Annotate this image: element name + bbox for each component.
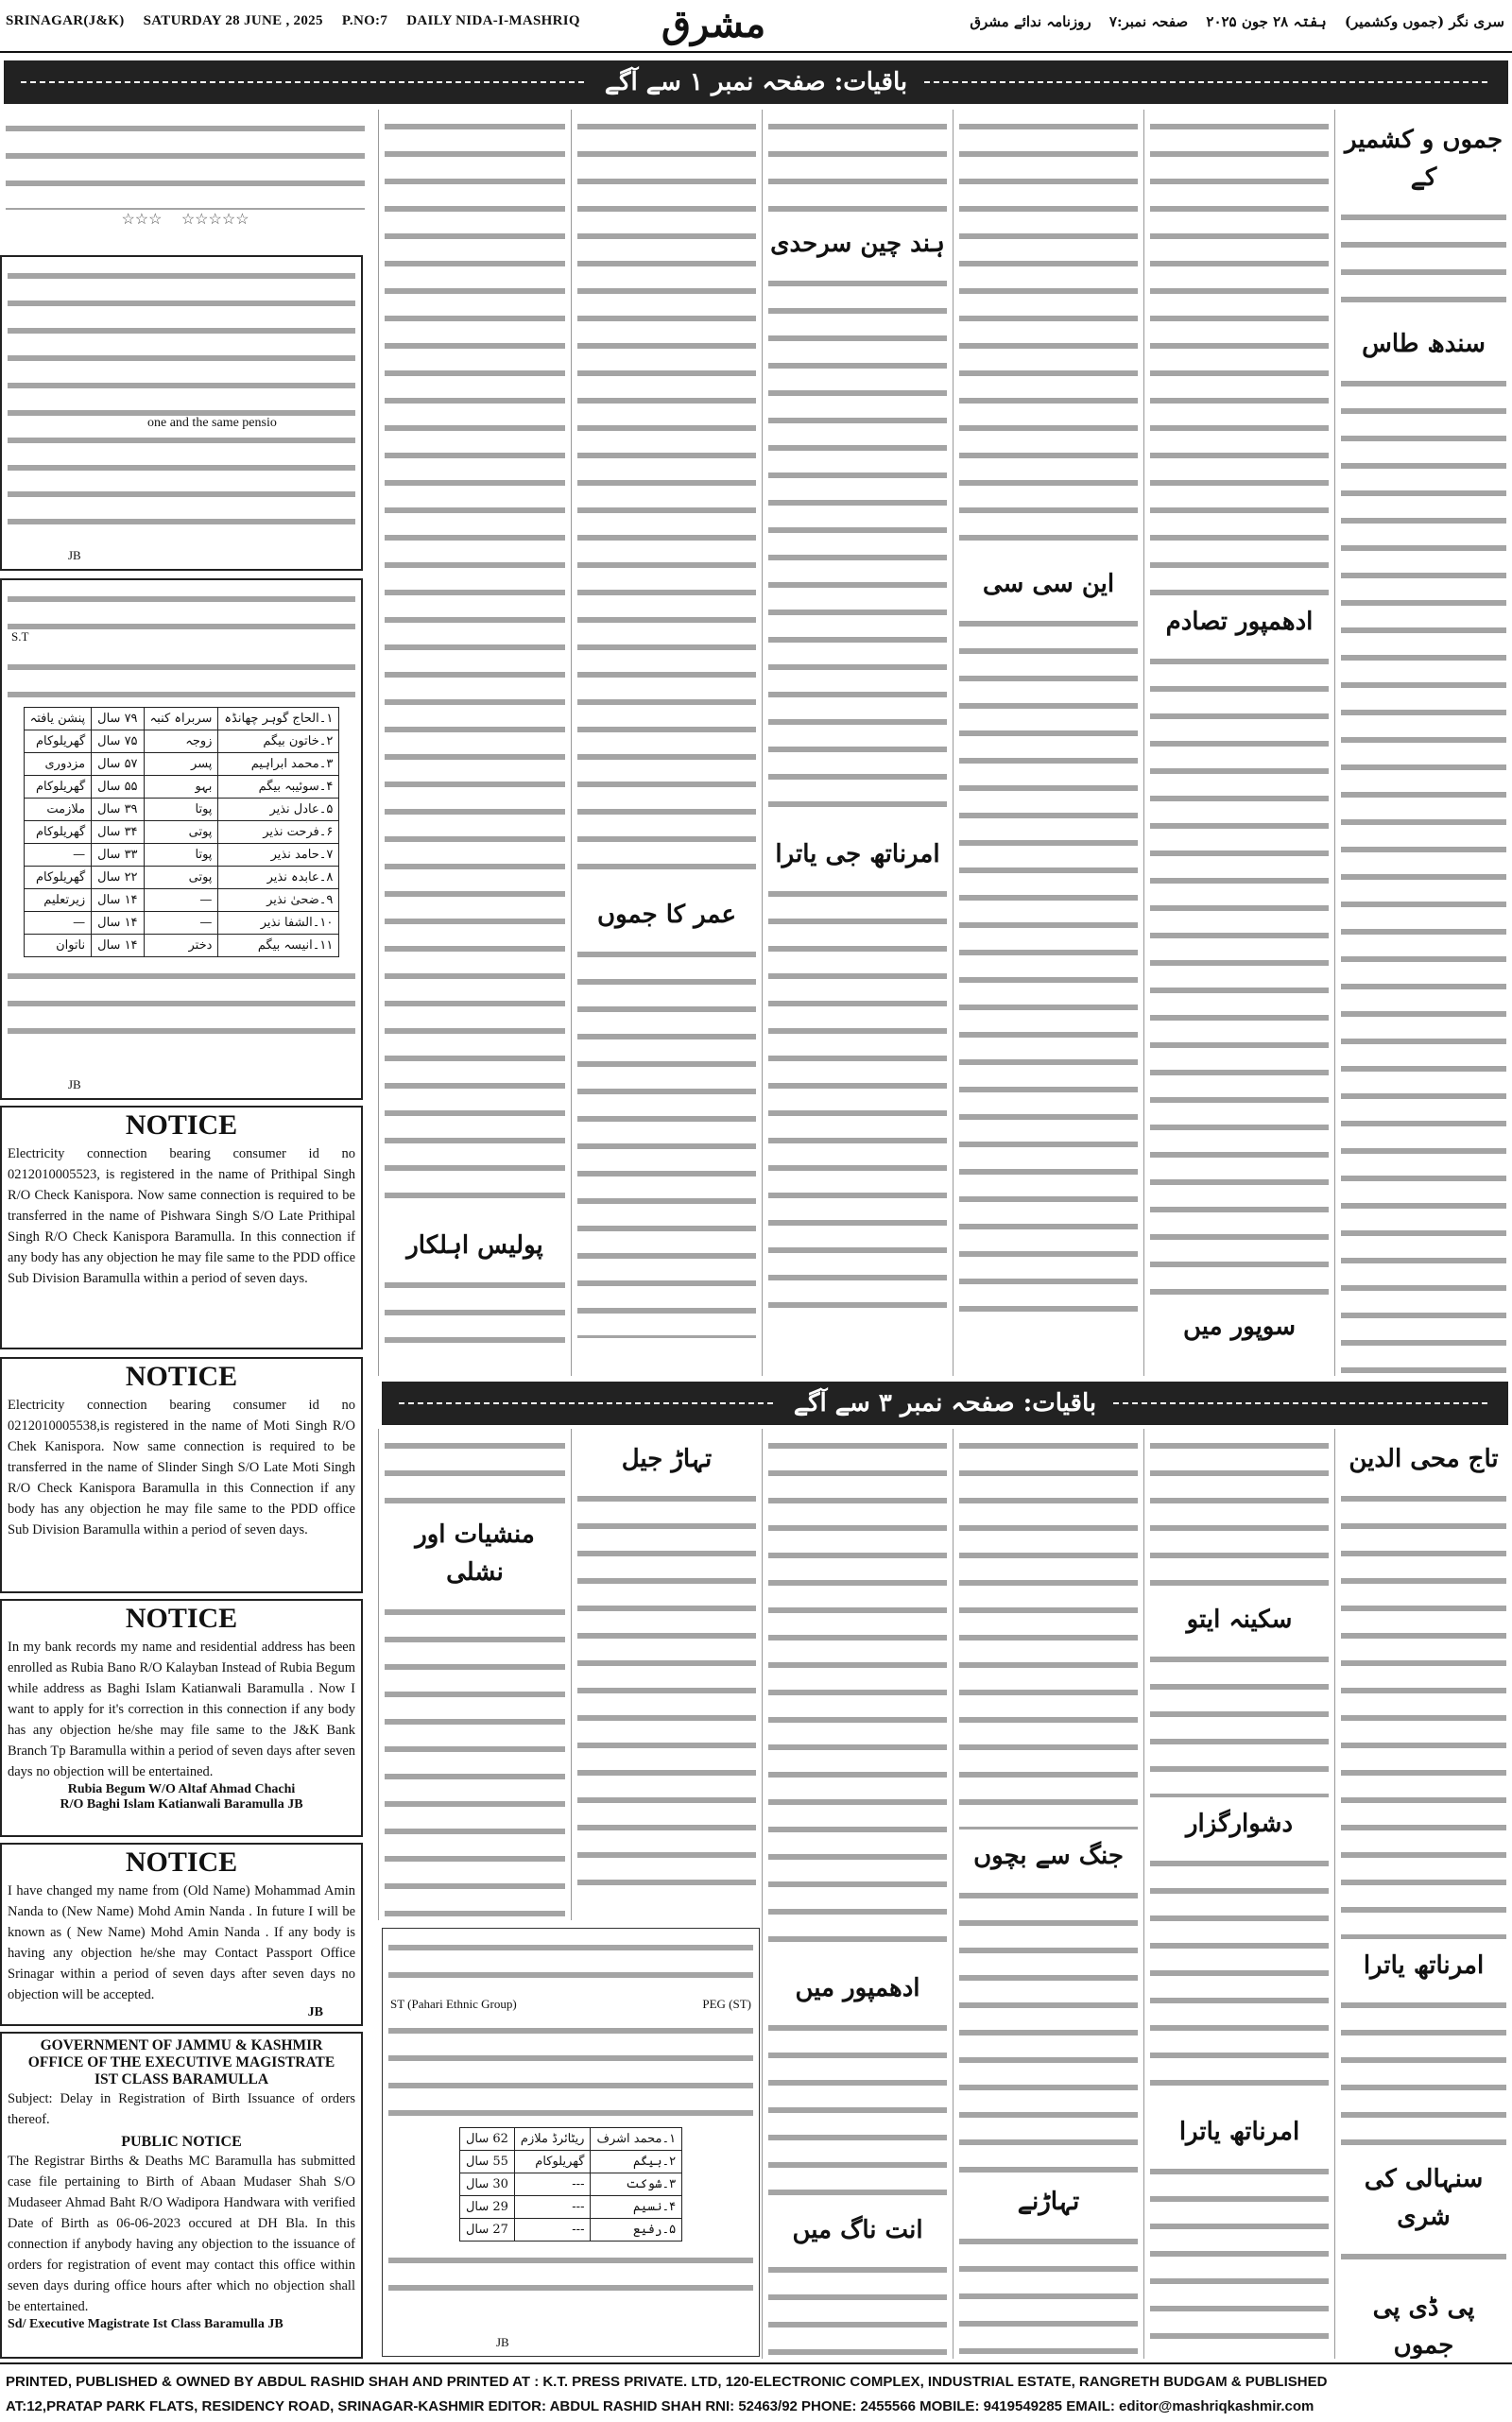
article-text bbox=[959, 610, 1138, 1329]
article-text bbox=[959, 1882, 1138, 2175]
table-cell: --- bbox=[514, 2173, 591, 2196]
table-cell: گھریلوکام bbox=[514, 2151, 591, 2173]
headline: جنگ سے بچوں bbox=[973, 1842, 1124, 1870]
article-text bbox=[1150, 1850, 1329, 2105]
masthead-urdu-page: صفحہ نمبر:۷ bbox=[1108, 13, 1189, 30]
article-column-5 bbox=[571, 110, 762, 1376]
headline: تہاڑنے bbox=[1017, 2188, 1080, 2216]
table-cell: دختر bbox=[144, 935, 218, 957]
headline: این سی سی bbox=[982, 570, 1115, 598]
article-column-3 bbox=[953, 110, 1143, 1376]
table-cell: زیرتعلیم bbox=[24, 889, 92, 912]
table-cell: --- bbox=[514, 2219, 591, 2242]
table-cell: — bbox=[24, 912, 92, 935]
ad3-tags bbox=[383, 1997, 759, 2012]
st-family-table bbox=[459, 2127, 682, 2242]
table-cell: ۴۔سوئیبہ بیگم bbox=[218, 776, 339, 799]
govt-line-1: GOVERNMENT OF JAMMU & KASHMIR bbox=[40, 2037, 323, 2053]
article-text bbox=[768, 2015, 947, 2204]
article-column-6 bbox=[378, 110, 571, 1376]
article-column-7 bbox=[1334, 1429, 1512, 2359]
table-cell: ۳۔محمد ابراہیم bbox=[218, 753, 339, 776]
ad2-signature: JB bbox=[68, 1077, 81, 1091]
headline: تاج محی الدین bbox=[1349, 1445, 1499, 1473]
masthead-page: P.NO:7 bbox=[341, 13, 388, 28]
article-text bbox=[385, 1599, 565, 1920]
article-text bbox=[1341, 204, 1506, 318]
banner-middle: باقیات: صفحہ نمبر ۳ سے آگے bbox=[382, 1382, 1508, 1425]
table-cell: ۶۔فرحت نذیر bbox=[218, 821, 339, 844]
table-cell: 62 سال bbox=[459, 2128, 514, 2151]
table-cell: ۱۰۔الشفا نذیر bbox=[218, 912, 339, 935]
urdu-ad-tail bbox=[8, 481, 355, 538]
table-cell: گھریلوکام bbox=[24, 730, 92, 753]
ad-affidavit-1 bbox=[0, 255, 363, 571]
table-cell: سربراہ کنبہ bbox=[144, 708, 218, 730]
table-row bbox=[459, 2196, 681, 2219]
table-cell: 29 سال bbox=[459, 2196, 514, 2219]
notice-electricity-2 bbox=[0, 1357, 363, 1593]
table-cell: ۳۹ سال bbox=[92, 799, 144, 821]
table-cell: — bbox=[144, 912, 218, 935]
table-cell: ۱۔محمد اشرف bbox=[591, 2128, 682, 2151]
urdu-text-block bbox=[6, 115, 365, 210]
urdu-ad-header bbox=[8, 586, 355, 648]
article-column-1 bbox=[1334, 110, 1512, 1376]
table-row bbox=[24, 935, 339, 957]
headline: انت ناگ میں bbox=[792, 2216, 923, 2244]
govt-body: The Registrar Births & Deaths MC Baramulla has submitted case file pertaining to Birth of Abaan Mudaser Shah S/O Mudaseer Ahmad Baht R/O Wadipora Handwara with verified Date of Birth as 06-06-2023 occured at DH Bla. In this connection if anybody having any objection to the issuance of orders for registration of event may contact this office within seven days during office hours after which no objection shall be entertained. bbox=[8, 2154, 355, 2314]
urdu-ad-footer bbox=[8, 963, 355, 1039]
table-cell: ۱۔الحاج گوہر چھانڈہ bbox=[218, 708, 339, 730]
masthead-urdu bbox=[956, 13, 1504, 30]
masthead bbox=[0, 0, 1512, 53]
table-row bbox=[24, 821, 339, 844]
table-cell: ریٹائرڈ ملازم bbox=[514, 2128, 591, 2151]
table-row bbox=[24, 912, 339, 935]
table-cell: ۷۹ سال bbox=[92, 708, 144, 730]
headline: امرناتھ یاترا bbox=[1363, 1951, 1485, 1980]
article-text bbox=[768, 270, 947, 828]
imprint-footer bbox=[0, 2362, 1512, 2422]
table-cell: پنشن یافتہ bbox=[24, 708, 92, 730]
headline: ادھمپور تصادم bbox=[1165, 608, 1314, 636]
stars-divider: ☆☆☆☆☆ ☆☆☆ bbox=[121, 210, 249, 228]
ad3-signature: JB bbox=[496, 2335, 509, 2349]
table-cell: 27 سال bbox=[459, 2219, 514, 2242]
article-text bbox=[959, 1433, 1138, 1829]
table-cell: ۳۔شوکت bbox=[591, 2173, 682, 2196]
govt-line-2: OFFICE OF THE EXECUTIVE MAGISTRATE bbox=[27, 2054, 335, 2070]
top-left-urdu-block bbox=[0, 110, 370, 251]
notice-title: NOTICE bbox=[125, 1603, 238, 1634]
urdu-ad-body bbox=[8, 263, 355, 475]
table-cell: — bbox=[144, 889, 218, 912]
table-row bbox=[24, 753, 339, 776]
table-row bbox=[459, 2219, 681, 2242]
banner-top: باقیات: صفحہ نمبر ۱ سے آگے bbox=[4, 60, 1508, 104]
masthead-date: SATURDAY 28 JUNE , 2025 bbox=[143, 13, 323, 28]
article-text bbox=[768, 113, 947, 217]
article-column-4 bbox=[762, 110, 953, 1376]
table-cell: ۷۔حامد نذیر bbox=[218, 844, 339, 867]
imprint-line-1: PRINTED, PUBLISHED & OWNED BY ABDUL RASHID SHAH AND PRINTED AT : K.T. PRESS PRIVATE. LTD, 120-ELECTRONIC COMPLEX, INDUSTRIAL ESTATE, RANGRETH BUDGAM & PUBLISHED bbox=[6, 2374, 1328, 2390]
govt-subject: Subject: Delay in Registration of Birth Issuance of orders thereof. bbox=[8, 2091, 355, 2127]
family-table bbox=[24, 707, 340, 957]
table-cell: 30 سال bbox=[459, 2173, 514, 2196]
article-text bbox=[1341, 1486, 1506, 1939]
article-column-10 bbox=[762, 1429, 953, 2359]
ad1-signature: JB bbox=[68, 548, 81, 562]
notice-body: Electricity connection bearing consumer id no 0212010005538,is registered in the name of Moti Singh R/O Chek Kanispora. Now same connection is required to be transferred in the name of Slinder Singh S/O Late Moti Singh R/O Check Kanispora Baramulla in this Connection if any body has any objection he may file same to the PDD office Sub Division Baramulla within a period of seven days. bbox=[8, 1398, 355, 1537]
headline: امرناتھ یاترا bbox=[1178, 2118, 1300, 2146]
table-row bbox=[24, 708, 339, 730]
notice-signature-address: R/O Baghi Islam Katianwali Baramulla JB bbox=[60, 1797, 303, 1812]
notice-title: NOTICE bbox=[125, 1847, 238, 1878]
masthead-logo: مشرق bbox=[662, 2, 766, 46]
govt-heading: PUBLIC NOTICE bbox=[121, 2134, 242, 2150]
masthead-urdu-date: ہفتہ ۲۸ جون ۲۰۲۵ bbox=[1206, 13, 1327, 30]
masthead-paper: DAILY NIDA-I-MASHRIQ bbox=[406, 13, 580, 28]
table-cell: ۲۲ سال bbox=[92, 867, 144, 889]
table-cell: ۲۔خاتون بیگم bbox=[218, 730, 339, 753]
headline: ہند چین سرحدی bbox=[770, 230, 945, 258]
table-cell: زوجہ bbox=[144, 730, 218, 753]
table-cell: گھریلوکام bbox=[24, 776, 92, 799]
article-text bbox=[385, 113, 565, 1219]
notice-signature: JB bbox=[307, 2005, 323, 2019]
article-text bbox=[577, 113, 756, 888]
article-column-12 bbox=[378, 1429, 571, 1920]
article-text bbox=[1341, 370, 1506, 1376]
headline: عمر کا جموں bbox=[597, 901, 736, 929]
table-row bbox=[24, 776, 339, 799]
table-cell: پوتا bbox=[144, 844, 218, 867]
headline: سندھ طاس bbox=[1362, 330, 1486, 358]
article-text bbox=[577, 941, 756, 1338]
headline: امرناتھ جی یاترا bbox=[775, 840, 940, 868]
table-cell: پسر bbox=[144, 753, 218, 776]
table-cell: مزدوری bbox=[24, 753, 92, 776]
headline: پی ڈی پی جموں bbox=[1372, 2293, 1475, 2359]
table-cell: ۵۔عادل نذیر bbox=[218, 799, 339, 821]
article-column-2 bbox=[1143, 110, 1334, 1376]
table-row bbox=[24, 799, 339, 821]
article-text bbox=[1341, 1992, 1506, 2153]
table-cell: ۲۔بیگم bbox=[591, 2151, 682, 2173]
table-row bbox=[24, 889, 339, 912]
table-cell: گھریلوکام bbox=[24, 867, 92, 889]
urdu-ad-subheader bbox=[8, 654, 355, 701]
ad1-english-phrase: one and the same pensio bbox=[144, 416, 281, 431]
notice-bank-name bbox=[0, 1599, 363, 1837]
table-cell: — bbox=[24, 844, 92, 867]
table-cell: ۱۴ سال bbox=[92, 935, 144, 957]
ad3-tag-peg: PEG (ST) bbox=[702, 1997, 751, 2011]
notice-title: NOTICE bbox=[125, 1109, 238, 1141]
article-text bbox=[385, 1272, 565, 1348]
article-text bbox=[1150, 1433, 1329, 1593]
notice-electricity-1 bbox=[0, 1106, 363, 1349]
article-text bbox=[768, 881, 947, 1325]
table-cell: ۵۔رفیع bbox=[591, 2219, 682, 2242]
masthead-place: SRINAGAR(J&K) bbox=[6, 13, 125, 28]
urdu-ad-body bbox=[388, 2018, 753, 2121]
masthead-urdu-place: سری نگر (جموں وکشمیر) bbox=[1344, 13, 1504, 30]
table-cell: ۱۱۔انیسہ بیگم bbox=[218, 935, 339, 957]
govt-signature: Sd/ Executive Magistrate Ist Class Baramulla JB bbox=[8, 2317, 284, 2331]
table-cell: ۸۔عابدہ نذیر bbox=[218, 867, 339, 889]
article-text bbox=[959, 2228, 1138, 2359]
article-text bbox=[768, 2257, 947, 2359]
table-cell: پوتی bbox=[144, 867, 218, 889]
article-column-8 bbox=[1143, 1429, 1334, 2359]
table-cell: ۴۔نسیم bbox=[591, 2196, 682, 2219]
table-cell: ۱۴ سال bbox=[92, 912, 144, 935]
headline: دشوارگزار bbox=[1185, 1810, 1294, 1838]
notice-body: I have changed my name from (Old Name) Mohammad Amin Nanda to (New Name) Mohd Amin Nanda . In future I will be known as ( New Name) Mohd Amin Nanda . If any body is having any objection he/she may Contact Passport Office Srinagar within a period of seven days after seven days no objection will be accepted. bbox=[8, 1883, 355, 2002]
table-cell: ۵۵ سال bbox=[92, 776, 144, 799]
govt-public-notice bbox=[0, 2032, 363, 2359]
table-row bbox=[459, 2151, 681, 2173]
article-column-11 bbox=[571, 1429, 762, 1920]
headline: ادھمپور میں bbox=[795, 1974, 920, 2002]
table-cell: ۷۵ سال bbox=[92, 730, 144, 753]
article-text bbox=[1150, 1646, 1329, 1797]
govt-line-3: IST CLASS BARAMULLA bbox=[94, 2071, 269, 2087]
table-cell: ناتوان bbox=[24, 935, 92, 957]
notice-body: Electricity connection bearing consumer id no 0212010005523, is registered in the name of Prithipal Singh R/O Check Kanispora. Now same connection is required to be transferred in the name of Pishwara Singh S/O Late Prithipal Singh R/O Check Kanispora Baramulla. In this connection if any body has any objection he may file same to the PDD office Sub Division Baramulla within a period of seven days. bbox=[8, 1146, 355, 1286]
masthead-urdu-paper: روزنامہ ندائے مشرق bbox=[970, 13, 1091, 30]
table-row bbox=[459, 2128, 681, 2151]
notice-signature-name: Rubia Begum W/O Altaf Ahmad Chachi bbox=[67, 1782, 296, 1796]
ad-st-certificate bbox=[382, 1928, 760, 2357]
headline: سوپور میں bbox=[1182, 1313, 1297, 1341]
table-cell: --- bbox=[514, 2196, 591, 2219]
masthead-english bbox=[6, 13, 595, 29]
notice-title: NOTICE bbox=[125, 1361, 238, 1392]
table-cell: ملازمت bbox=[24, 799, 92, 821]
notice-body: In my bank records my name and residential address has been enrolled as Rubia Bano R/O Kalayban Instead of Rubia Begum while address as Baghi Islam Katianwali Baramulla . Now I want to apply for it's correction in this connection if any body has any objection he/she may file same to the J&K Bank Branch Tp Baramulla within a period of seven days after seven days no objection will be entertained. bbox=[8, 1640, 355, 1779]
table-cell: پوتی bbox=[144, 821, 218, 844]
table-row bbox=[24, 844, 339, 867]
table-cell: بہو bbox=[144, 776, 218, 799]
article-column-9 bbox=[953, 1429, 1143, 2359]
ad-family-certificate bbox=[0, 578, 363, 1100]
imprint-line-2: AT:12,PRATAP PARK FLATS, RESIDENCY ROAD, SRINAGAR-KASHMIR EDITOR: ABDUL RASHID SHAH RNI: 52463/92 PHONE: 2455566 MOBILE: 9419549285 EMAIL: editor@mashriqkashmir.com bbox=[6, 2398, 1314, 2414]
urdu-ad-header bbox=[388, 1934, 753, 1991]
table-cell: پوتا bbox=[144, 799, 218, 821]
table-cell: ۹۔ضحیٰ نذیر bbox=[218, 889, 339, 912]
table-cell: ۱۴ سال bbox=[92, 889, 144, 912]
article-text bbox=[959, 113, 1138, 558]
article-text bbox=[385, 1433, 565, 1508]
table-cell: گھریلوکام bbox=[24, 821, 92, 844]
table-cell: ۳۳ سال bbox=[92, 844, 144, 867]
table-cell: ۳۴ سال bbox=[92, 821, 144, 844]
headline: سنہالی کی شری bbox=[1364, 2165, 1484, 2231]
headline: منشیات اور نشلی bbox=[415, 1520, 535, 1587]
table-row bbox=[24, 867, 339, 889]
headline: سکینہ ایتو bbox=[1186, 1606, 1293, 1634]
article-text bbox=[1150, 113, 1329, 595]
article-text bbox=[1150, 2158, 1329, 2359]
article-text bbox=[768, 1433, 947, 1962]
article-text bbox=[577, 1486, 756, 1901]
table-cell: 55 سال bbox=[459, 2151, 514, 2173]
table-cell: ۵۷ سال bbox=[92, 753, 144, 776]
ad3-tag-pahari: ST (Pahari Ethnic Group) bbox=[390, 1997, 517, 2011]
ad2-st-tag: S.T bbox=[11, 629, 29, 644]
headline: تہاڑ جیل bbox=[621, 1445, 713, 1473]
headline: جموں و کشمیر کے bbox=[1344, 126, 1503, 192]
table-row bbox=[24, 730, 339, 753]
article-text bbox=[1150, 648, 1329, 1300]
urdu-ad-footer bbox=[388, 2247, 753, 2304]
table-row bbox=[459, 2173, 681, 2196]
article-text bbox=[1341, 2243, 1506, 2281]
headline: پولیس اہلکار bbox=[406, 1231, 543, 1260]
notice-name-change bbox=[0, 1843, 363, 2026]
